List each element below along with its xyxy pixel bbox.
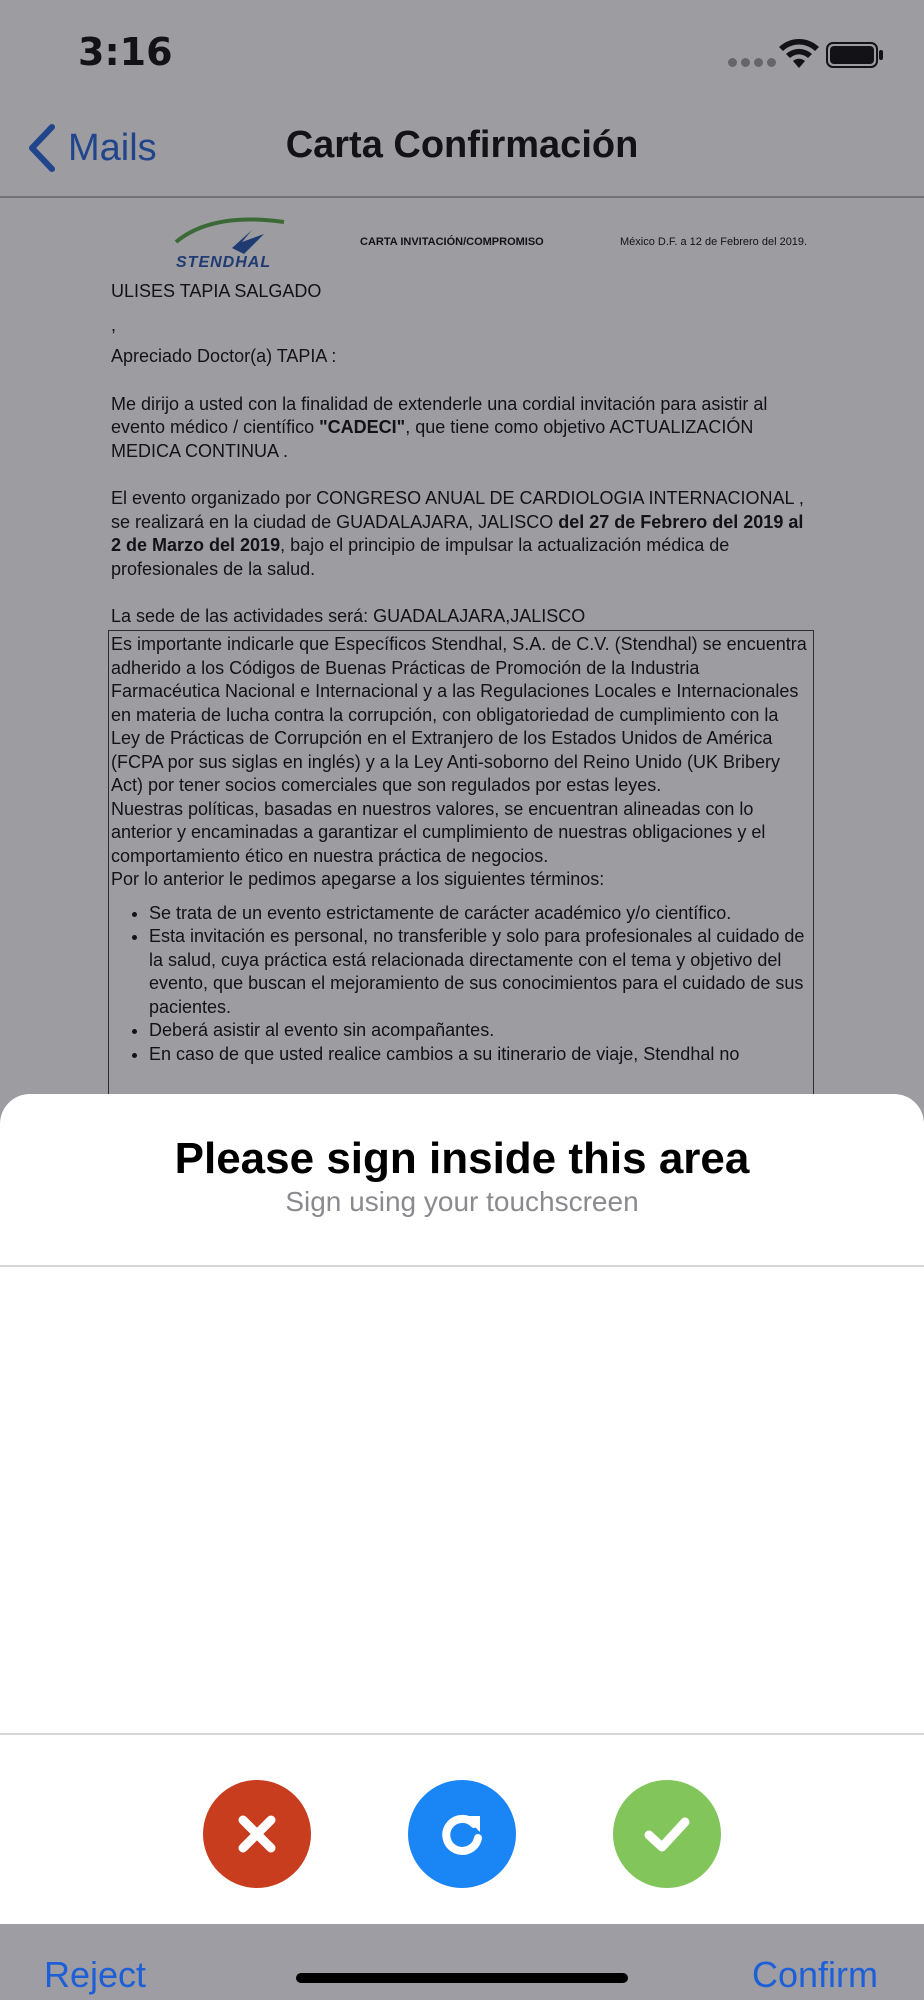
paragraph-text: , bajo el principio de impulsar la actualización médica de profesionales de la salud. [111, 535, 730, 579]
paragraph-text: El evento organizado por CONGRESO ANUAL DE CARDIOLOGIA INTERNACIONAL , se realizará en la ciudad de GUADALAJARA, JALISCO [111, 488, 804, 532]
signature-canvas[interactable] [0, 1267, 924, 1827]
redo-signature-button[interactable] [408, 1780, 516, 1888]
bottom-toolbar [0, 1924, 924, 2000]
checkmark-icon [639, 1806, 695, 1862]
document-date: México D.F. a 12 de Febrero del 2019. [620, 236, 808, 248]
signature-title: Please sign inside this area [174, 1134, 750, 1183]
page-title: Carta Confirmación [285, 124, 639, 166]
list-item: • Deberá asistir al evento sin acompañantes. [149, 1019, 811, 1043]
divider [0, 1733, 924, 1735]
back-label: Mails [68, 126, 157, 169]
greeting: Apreciado Doctor(a) TAPIA : [111, 346, 337, 366]
compliance-paragraph: Por lo anterior le pedimos apegarse a los siguientes términos: [111, 869, 605, 889]
paragraph-text: Me dirijo a usted con la finalidad de extenderle una cordial invitación para asistir al evento médico / científico [111, 393, 768, 437]
list-item: • Se trata de un evento estrictamente de carácter académico y/o científico. [149, 902, 811, 926]
signature-sheet [0, 1094, 924, 1924]
logo-text: STENDHAL [176, 254, 272, 271]
event-dates: del 27 de Febrero del 2019 al 2 de Marzo del 2019 [111, 511, 804, 555]
redo-icon [434, 1806, 490, 1862]
clear-signature-button[interactable] [203, 1780, 311, 1888]
event-name: "CADECI" [319, 417, 406, 437]
paragraph-text: , que tiene como objetivo ACTUALIZACIÓN MEDICA CONTINUA . [111, 417, 754, 461]
close-icon [229, 1806, 285, 1862]
accept-signature-button[interactable] [613, 1780, 721, 1888]
list-item: • Esta invitación es personal, no transferible y solo para profesionales al cuidado de la salud, cuya práctica está relacionada directamente con el tema y objetivo del evento, que buscan el mejoramiento de sus conocimientos para el cuidado de sus pacientes. [149, 925, 811, 1019]
comma-line: , [111, 314, 117, 335]
venue-line: La sede de las actividades será: GUADALAJARA,JALISCO [111, 606, 586, 626]
signature-subtitle: Sign using your touchscreen [285, 1186, 639, 1217]
compliance-paragraph: Nuestras políticas, basadas en nuestros valores, se encuentran alineadas con lo anterior y encaminadas a garantizar el cumplimiento de nuestras obligaciones y el comportamiento ético en nuestra práctica de negocios. [111, 798, 766, 866]
confirm-button[interactable]: Confirm [751, 1954, 878, 1995]
home-indicator[interactable] [296, 1973, 628, 1983]
document-heading: CARTA INVITACIÓN/COMPROMISO [360, 236, 544, 248]
list-item: • En caso de que usted realice cambios a su itinerario de viaje, Stendhal no [149, 1043, 811, 1067]
status-time: 3:16 [78, 30, 173, 74]
reject-button[interactable]: Reject [44, 1954, 147, 1995]
recipient-name: ULISES TAPIA SALGADO [111, 281, 322, 301]
compliance-paragraph: Es importante indicarle que Específicos Stendhal, S.A. de C.V. (Stendhal) se encuentra adherido a los Códigos de Buenas Prácticas de Promoción de la Industria Farmacéutica Nacional e Internacional y a las Regulaciones Locales e Internacionales en materia de lucha contra la corrupción, con obligatoriedad de cumplimiento con la Ley de Prácticas de Corrupción en el Extranjero de los Estados Unidos de América (FCPA por sus siglas en inglés) y a la Ley Anti-soborno del Reino Unido (UK Bribery Act) por tener socios comerciales que son regulados por estas leyes. [111, 634, 807, 795]
